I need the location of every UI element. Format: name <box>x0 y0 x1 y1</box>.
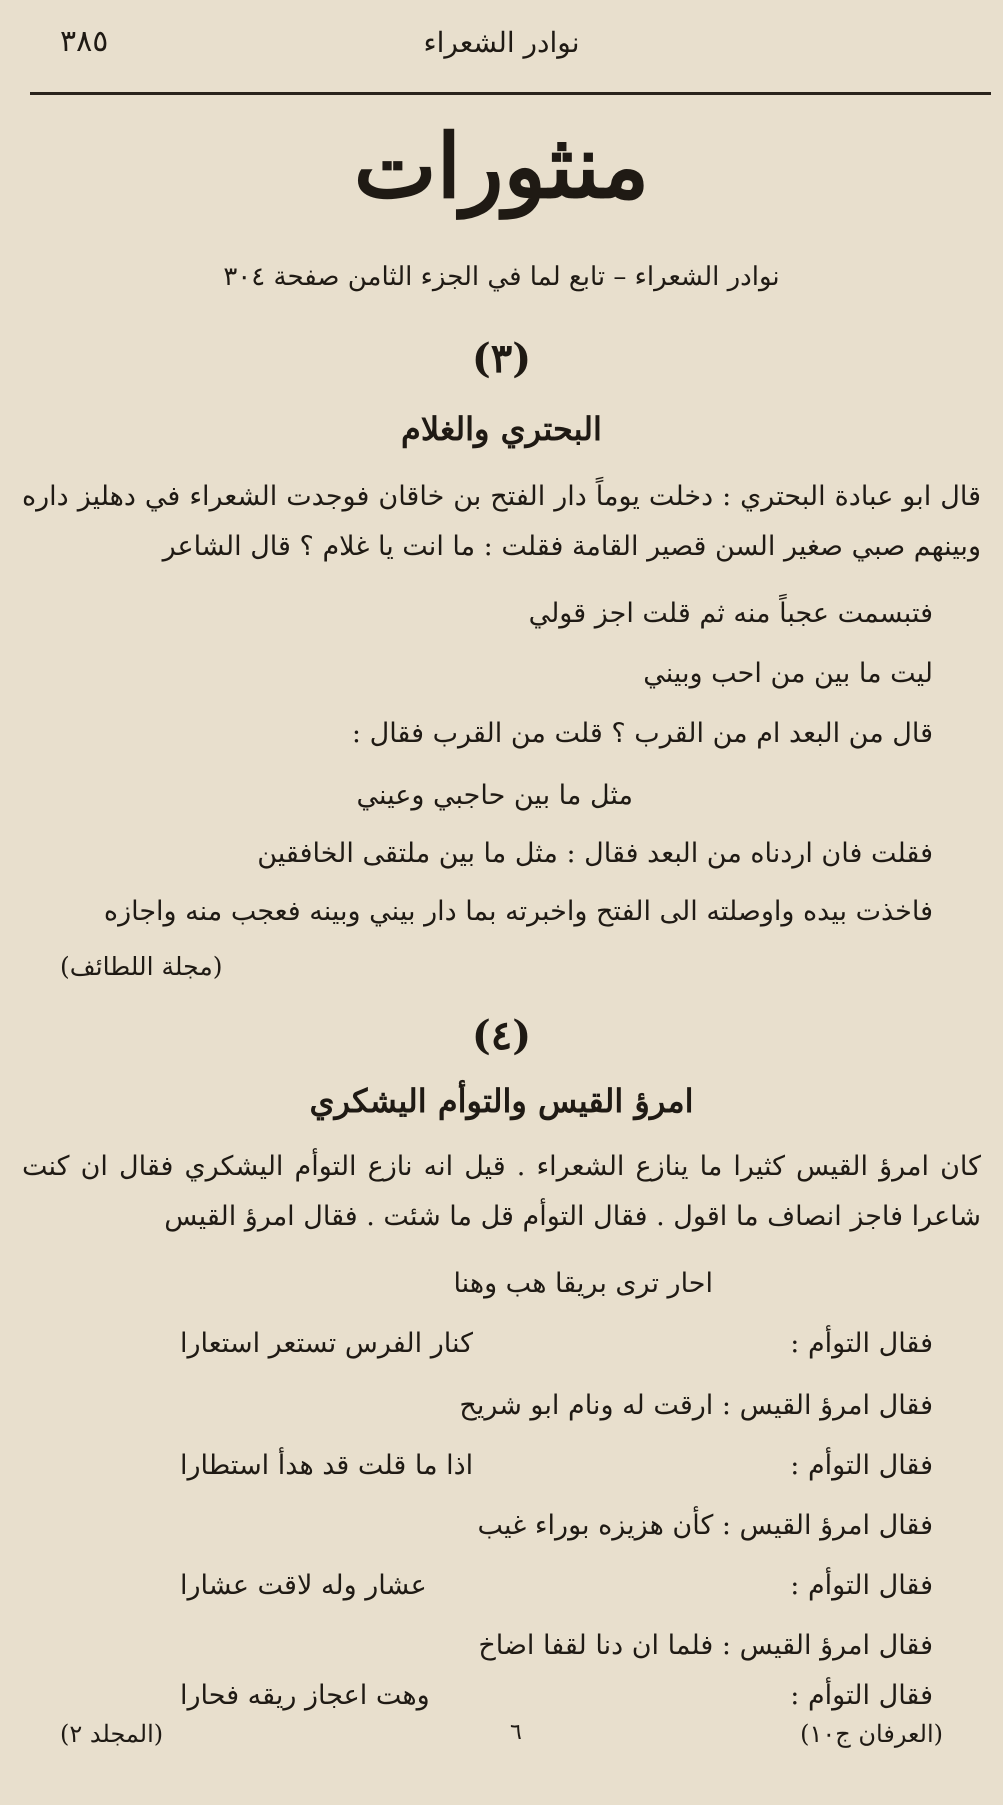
section-3-number: (٣) <box>471 335 532 382</box>
section-3-line-3: فقلت فان اردناه من البعد فقال : مثل ما بين ملتقى الخافقين <box>257 838 933 869</box>
verse-row <box>40 1510 933 1554</box>
footer-signature: ٦ <box>510 1720 522 1745</box>
section-3-line-4: فاخذت بيده واوصلته الى الفتح واخبرته بما دار بيني وبينه فعجب منه واجازه <box>103 896 933 927</box>
footer-volume: (المجلد ٢) <box>60 1720 164 1748</box>
verse-row <box>40 1630 933 1674</box>
verse-row <box>40 1328 933 1372</box>
section-3-title: البحتري والغلام <box>401 410 602 448</box>
verse-line: عشار وله لاقت عشارا <box>180 1570 427 1601</box>
verse-speaker: فقال التوأم : <box>790 1450 933 1481</box>
section-3-source: (مجلة اللطائف) <box>60 952 223 981</box>
section-3-verse-2: مثل ما بين حاجبي وعيني <box>356 780 633 811</box>
header-rule <box>30 92 991 95</box>
verse-speaker: فقال التوأم : <box>790 1570 933 1601</box>
section-4-verse-opening: احار ترى بريقا هب وهنا <box>453 1268 713 1299</box>
verse-speaker: فقال امرؤ القيس : فلما ان دنا لقفا اضاخ <box>478 1630 933 1661</box>
section-4-number: (٤) <box>471 1012 532 1059</box>
verse-row <box>40 1450 933 1494</box>
section-3-verse-1: ليت ما بين من احب وبيني <box>643 658 933 689</box>
verse-line: اذا ما قلت قد هدأ استطارا <box>180 1450 474 1481</box>
page-footer <box>40 1720 963 1760</box>
section-3-line-1: فتبسمت عجباً منه ثم قلت اجز قولي <box>528 598 933 629</box>
intro-line: نوادر الشعراء – تابع لما في الجزء الثامن صفحة ٣٠٤ <box>223 262 780 292</box>
verse-row <box>40 1680 933 1724</box>
verse-speaker: فقال التوأم : <box>790 1680 933 1711</box>
verse-line: وهت اعجاز ريقه فحارا <box>180 1680 430 1711</box>
page-title: منثورات <box>353 114 650 218</box>
section-3-line-2: قال من البعد ام من القرب ؟ قلت من القرب فقال : <box>351 718 933 749</box>
verse-line: كنار الفرس تستعر استعارا <box>180 1328 473 1359</box>
page-header <box>30 22 973 72</box>
section-4-paragraph: كان امرؤ القيس كثيرا ما ينازع الشعراء . قيل انه نازع التوأم اليشكري فقال ان كنت شاعرا فاجز انصاف ما اقول . فقال التوأم قل ما شئت . فقال امرؤ القيس <box>22 1151 981 1232</box>
section-3-paragraph: قال ابو عبادة البحتري : دخلت يوماً دار الفتح بن خاقان فوجدت الشعراء في دهليز داره وبينهم صبي صغير السن قصير القامة فقلت : ما انت يا غلام ؟ قال الشاعر <box>22 481 981 562</box>
footer-journal: (العرفان ج١٠) <box>800 1720 943 1748</box>
page-number: ٣٨٥ <box>60 24 109 59</box>
section-4-title: امرؤ القيس والتوأم اليشكري <box>309 1082 694 1120</box>
verse-speaker: فقال امرؤ القيس : ارقت له ونام ابو شريح <box>459 1390 933 1421</box>
verse-row <box>40 1570 933 1614</box>
verse-row <box>40 1390 933 1434</box>
verse-speaker: فقال التوأم : <box>790 1328 933 1359</box>
verse-speaker: فقال امرؤ القيس : كأن هزيزه بوراء غيب <box>477 1510 933 1541</box>
running-title: نوادر الشعراء <box>423 26 580 59</box>
